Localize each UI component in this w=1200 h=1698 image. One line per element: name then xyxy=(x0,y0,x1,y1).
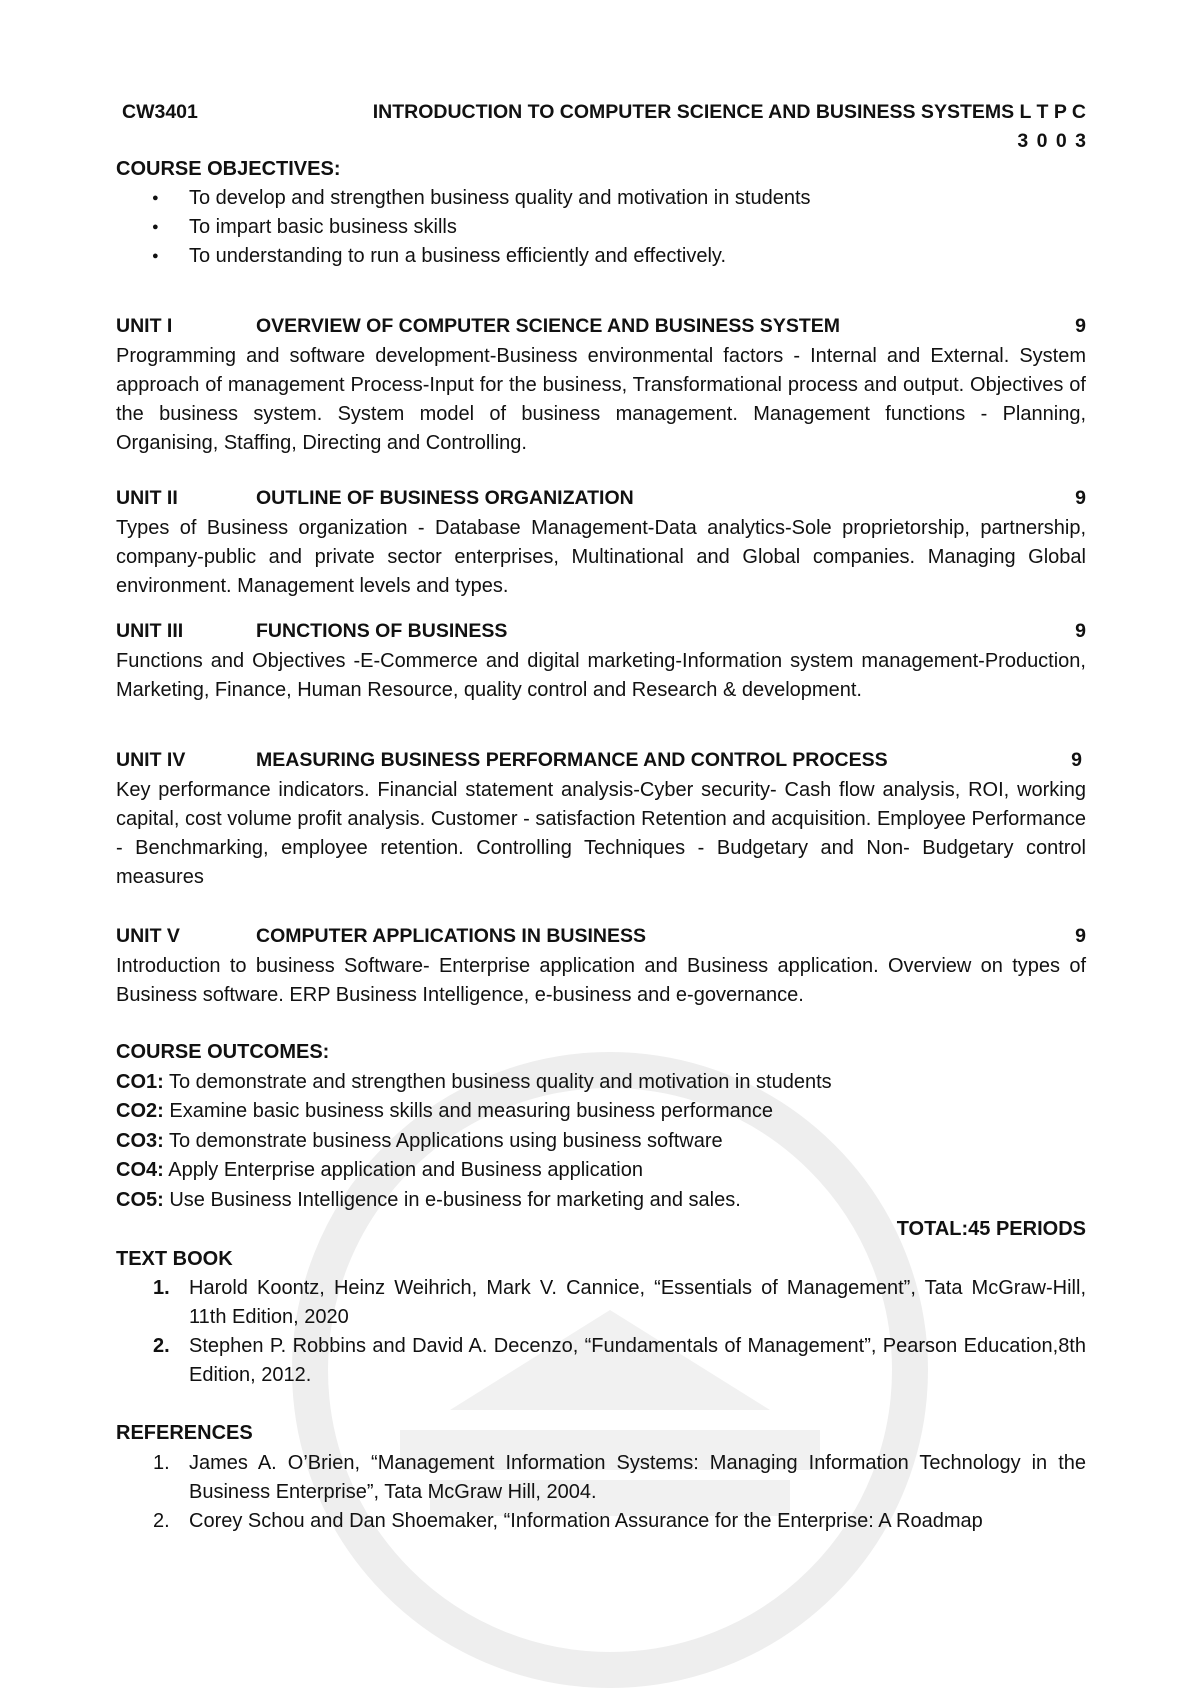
unit-title: OVERVIEW OF COMPUTER SCIENCE AND BUSINESS SYSTEM xyxy=(256,315,840,337)
unit-title: COMPUTER APPLICATIONS IN BUSINESS xyxy=(256,925,647,947)
references-heading: REFERENCES xyxy=(116,1422,253,1444)
unit-content: Programming and software development-Business environmental factors - Internal and External. System approach of management Process-Input for the business, Transformational process and output. Objectives of the business system. System model of business management. Management functions - Planning, Organising, Staffing, Directing and Controlling. xyxy=(116,345,1086,454)
unit-hours: 9 xyxy=(1075,487,1086,509)
unit-label: UNIT V xyxy=(116,925,180,947)
course-title: INTRODUCTION TO COMPUTER SCIENCE AND BUSINESS SYSTEMS L T P C xyxy=(372,101,1086,123)
unit-title: OUTLINE OF BUSINESS ORGANIZATION xyxy=(256,487,634,509)
objective-item: ● To understanding to run a business efficiently and effectively. xyxy=(116,242,1086,271)
outcomes-heading: COURSE OUTCOMES: xyxy=(116,1041,330,1063)
outcome-item: CO3: To demonstrate business Applications using business software xyxy=(116,1130,723,1152)
objectives-list xyxy=(116,184,1086,271)
course-code: CW3401 xyxy=(122,101,198,123)
unit-title: MEASURING BUSINESS PERFORMANCE AND CONTROL PROCESS xyxy=(256,749,888,771)
unit-hours: 9 xyxy=(1075,925,1086,947)
unit-label: UNIT I xyxy=(116,315,173,337)
total-periods: TOTAL:45 PERIODS xyxy=(896,1218,1086,1240)
reference-item: 1. James A. O’Brien, “Management Information Systems: Managing Information Technology in the Business Enterprise”, Tata McGraw Hill, 2004. xyxy=(153,1452,1086,1503)
unit-hours: 9 xyxy=(1075,315,1086,337)
unit-title: FUNCTIONS OF BUSINESS xyxy=(256,620,508,642)
outcome-item: CO1: To demonstrate and strengthen business quality and motivation in students xyxy=(116,1071,832,1093)
unit-content: Key performance indicators. Financial statement analysis-Cyber security- Cash flow analysis, ROI, working capital, cost volume profit analysis. Customer - satisfaction Retention and acquisition. Employee Performance - Benchmarking, employee retention. Controlling Techniques - Budgetary and Non- Budgetary control measures xyxy=(116,779,1086,888)
objective-item: ● To impart basic business skills xyxy=(116,213,1086,242)
unit-hours: 9 xyxy=(1071,749,1082,771)
textbook-heading: TEXT BOOK xyxy=(116,1248,233,1270)
textbook-item: 1. Harold Koontz, Heinz Weihrich, Mark V. Cannice, “Essentials of Management”, Tata McGraw-Hill, 11th Edition, 2020 xyxy=(153,1277,1086,1328)
textbook-list xyxy=(116,1274,1086,1390)
outcome-item: CO4: Apply Enterprise application and Business application xyxy=(116,1159,643,1181)
ltpc-values: 3 0 0 3 xyxy=(1017,130,1086,152)
reference-item: 2. Corey Schou and Dan Shoemaker, “Information Assurance for the Enterprise: A Roadmap xyxy=(153,1510,983,1532)
unit-label: UNIT III xyxy=(116,620,184,642)
references-list xyxy=(116,1449,1086,1536)
unit-content: Introduction to business Software- Enterprise application and Business application. Overview on types of Business software. ERP Business Intelligence, e-business and e-governance. xyxy=(116,955,1086,1006)
unit-label: UNIT IV xyxy=(116,749,186,771)
objective-item: ● To develop and strengthen business quality and motivation in students xyxy=(116,184,1086,213)
outcome-item: CO5: Use Business Intelligence in e-business for marketing and sales. xyxy=(116,1189,741,1211)
objectives-heading: COURSE OBJECTIVES: xyxy=(116,158,341,180)
unit-content: Types of Business organization - Database Management-Data analytics-Sole proprietorship, partnership, company-public and private sector enterprises, Multinational and Global companies. Managing Global environment. Management levels and types. xyxy=(116,517,1086,597)
textbook-item: 2. Stephen P. Robbins and David A. Decenzo, “Fundamentals of Management”, Pearson Education,8th Edition, 2012. xyxy=(153,1335,1086,1386)
unit-label: UNIT II xyxy=(116,487,178,509)
unit-content: Functions and Objectives -E-Commerce and digital marketing-Information system management-Production, Marketing, Finance, Human Resource, quality control and Research & development. xyxy=(116,650,1086,701)
outcome-item: CO2: Examine basic business skills and measuring business performance xyxy=(116,1100,773,1122)
unit-hours: 9 xyxy=(1075,620,1086,642)
